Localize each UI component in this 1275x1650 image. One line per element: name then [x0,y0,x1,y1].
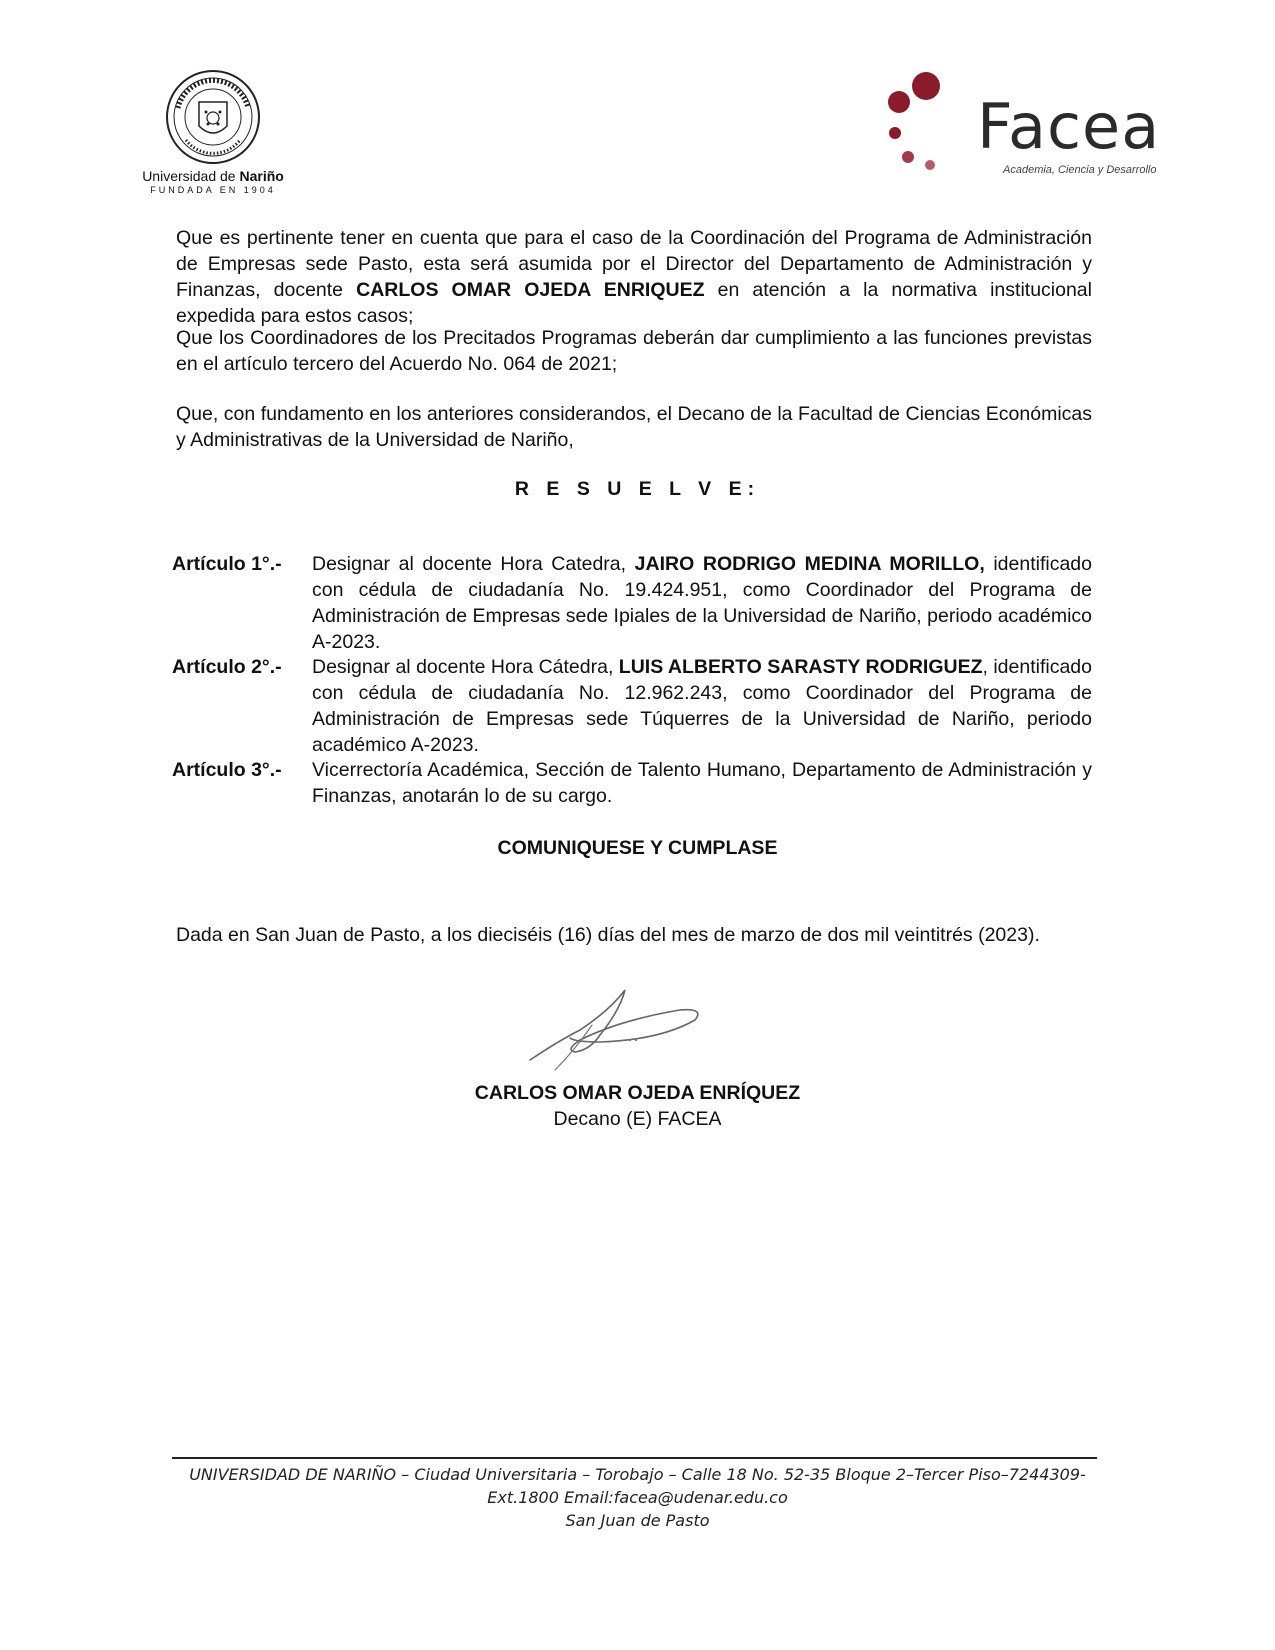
facea-logo [925,68,1175,188]
issue-date-line: Dada en San Juan de Pasto, a los dieciséis (16) días del mes de marzo de dos mil veintitrés (2023). [176,924,1040,946]
article-text: Vicerrectoría Académica, Sección de Talento Humano, Departamento de Administración y Finanzas, anotarán lo de su cargo. [312,759,1092,807]
resuelve-heading: R E S U E L V E: [514,478,761,500]
considerando-1: Que es pertinente tener en cuenta que para el caso de la Coordinación del Programa de Administración de Empresas sede Pasto, esta será asumida por el Director del Departamento de Administración y Finanzas, docente CARLOS OMAR OJEDA ENRIQUEZ en atención a la normativa institucional expedida para estos casos; [176,227,1092,327]
article-text: Designar al docente Hora Cátedra, LUIS ALBERTO SARASTY RODRIGUEZ, identificado con cédula de ciudadanía No. 12.962.243, como Coordinador del Programa de Administración de Empresas sede Túquerres de la Universidad de Nariño, periodo académico A-2023. [312,656,1092,756]
article-text: Designar al docente Hora Catedra, JAIRO RODRIGO MEDINA MORILLO, identificado con cédula de ciudadanía No. 19.424.951, como Coordinador del Programa de Administración de Empresas sede Ipiales de la Universidad de Nariño, periodo académico A-2023. [312,553,1093,653]
footer-city: San Juan de Pasto [565,1511,710,1530]
article-label: Artículo 2°.- [172,656,282,678]
closing-heading: COMUNIQUESE Y CUMPLASE [497,837,778,859]
article-label: Artículo 1°.- [172,553,282,575]
signatory-name: CARLOS OMAR OJEDA ENRÍQUEZ [474,1082,801,1104]
article-label: Artículo 3°.- [172,759,282,781]
signatory-role: Decano (E) FACEA [553,1108,722,1130]
considerando-3: Que, con fundamento en los anteriores considerandos, el Decano de la Facultad de Ciencias Económicas y Administrativas de la Universidad de Nariño, [176,403,1092,451]
facea-wordmark: Facea [977,90,1161,163]
university-seal-icon [164,68,262,166]
handwritten-signature-icon [520,980,720,1080]
university-name: Universidad de Nariño [142,168,284,184]
facea-tagline: Academia, Ciencia y Desarrollo [1003,164,1157,176]
facea-dots-icon [883,68,953,178]
footer-address: UNIVERSIDAD DE NARIÑO – Ciudad Universitaria – Torobajo – Calle 18 No. 52-35 Bloque 2–Tercer Piso–7244309- [189,1465,1086,1484]
footer-contact: Ext.1800 Email:facea@udenar.edu.co [487,1488,788,1507]
footer-divider [172,1457,1097,1459]
considerando-2: Que los Coordinadores de los Precitados Programas deberán dar cumplimiento a las funciones previstas en el artículo tercero del Acuerdo No. 064 de 2021; [176,327,1092,375]
university-logo [138,68,288,200]
university-founded: FUNDADA EN 1904 [150,185,276,195]
